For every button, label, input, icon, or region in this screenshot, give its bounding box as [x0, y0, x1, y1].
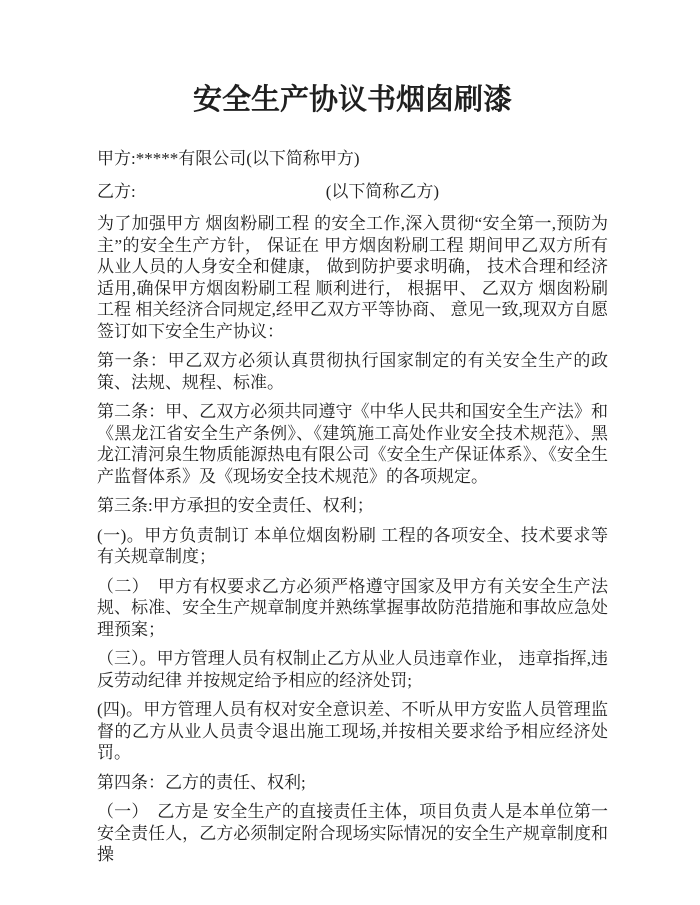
document-title: 安全生产协议书烟囱刷漆	[192, 84, 512, 116]
clause-4-item-1: （一） 乙方是 安全生产的直接责任主体，项目负责人是本单位第一安全责任人，乙方必须制定附合现场实际情况的安全生产规章制度和操	[97, 802, 608, 864]
party-b-line	[97, 181, 608, 203]
clause-3-item-2: （二） 甲方有权要求乙方必须严格遵守国家及甲方有关安全生产法 规、标准、安全生产规章制度并熟练掌握事故防范措施和事故应急处理预案；	[97, 576, 608, 639]
party-a-text: 甲方:*****有限公司(以下简称甲方)	[97, 149, 360, 168]
party-b-blank-space	[136, 196, 326, 197]
party-b-label: 乙方:	[97, 181, 136, 201]
clause-4-heading: 第四条：乙方的责任、权利;	[97, 772, 306, 792]
clause-3-heading: 第三条:甲方承担的安全责任、权利；	[97, 496, 374, 515]
clause-3-item-3: （三）。甲方管理人员有权制止乙方从业人员违章作业， 违章指挥,违反劳动纪律 并按规定给予相应的经济处罚;	[97, 649, 608, 690]
party-b-note: (以下简称乙方)	[325, 181, 440, 201]
paragraph-preamble: 为了加强甲方 烟囱粉刷工程 的安全工作,深入贯彻“安全第一,预防为主”的安全生产方针， 保证在 甲方烟囱粉刷工程 期间甲乙双方所有从业人员的人身安全和健康， 做到防护要求明确， 技术合理和经济适用,确保甲方烟囱粉刷工程 顺利进行， 根据甲、 乙双方 烟囱粉刷工程 相关经济合同规定,经甲乙双方平等协商、 意见一致,现双方自愿签订如下安全生产协议：	[97, 214, 608, 341]
clause-2: 第二条：甲、乙双方必须共同遵守《中华人民共和国安全生产法》和《黑龙江省安全生产条例》、《建筑施工高处作业安全技术规范》、黑龙江清河泉生物质能源热电有限公司《安全生产保证体系》、《安全生产监督体系》及《现场安全技术规范》的各项规定。	[97, 402, 608, 486]
party-a-line	[97, 148, 608, 170]
clause-3-item-1: (一)。甲方负责制订 本单位烟囱粉刷 工程的各项安全、技术要求等有关规章制度；	[97, 525, 608, 566]
clause-3-item-4: (四)。甲方管理人员有权对安全意识差、不听从甲方安监人员管理监督的乙方从业人员责令退出施工现场,并按相关要求给予相应经济处罚。	[97, 700, 608, 762]
clause-1: 第一条：甲乙双方必须认真贯彻执行国家制定的有关安全生产的政策、法规、规程、标准。	[97, 351, 608, 392]
